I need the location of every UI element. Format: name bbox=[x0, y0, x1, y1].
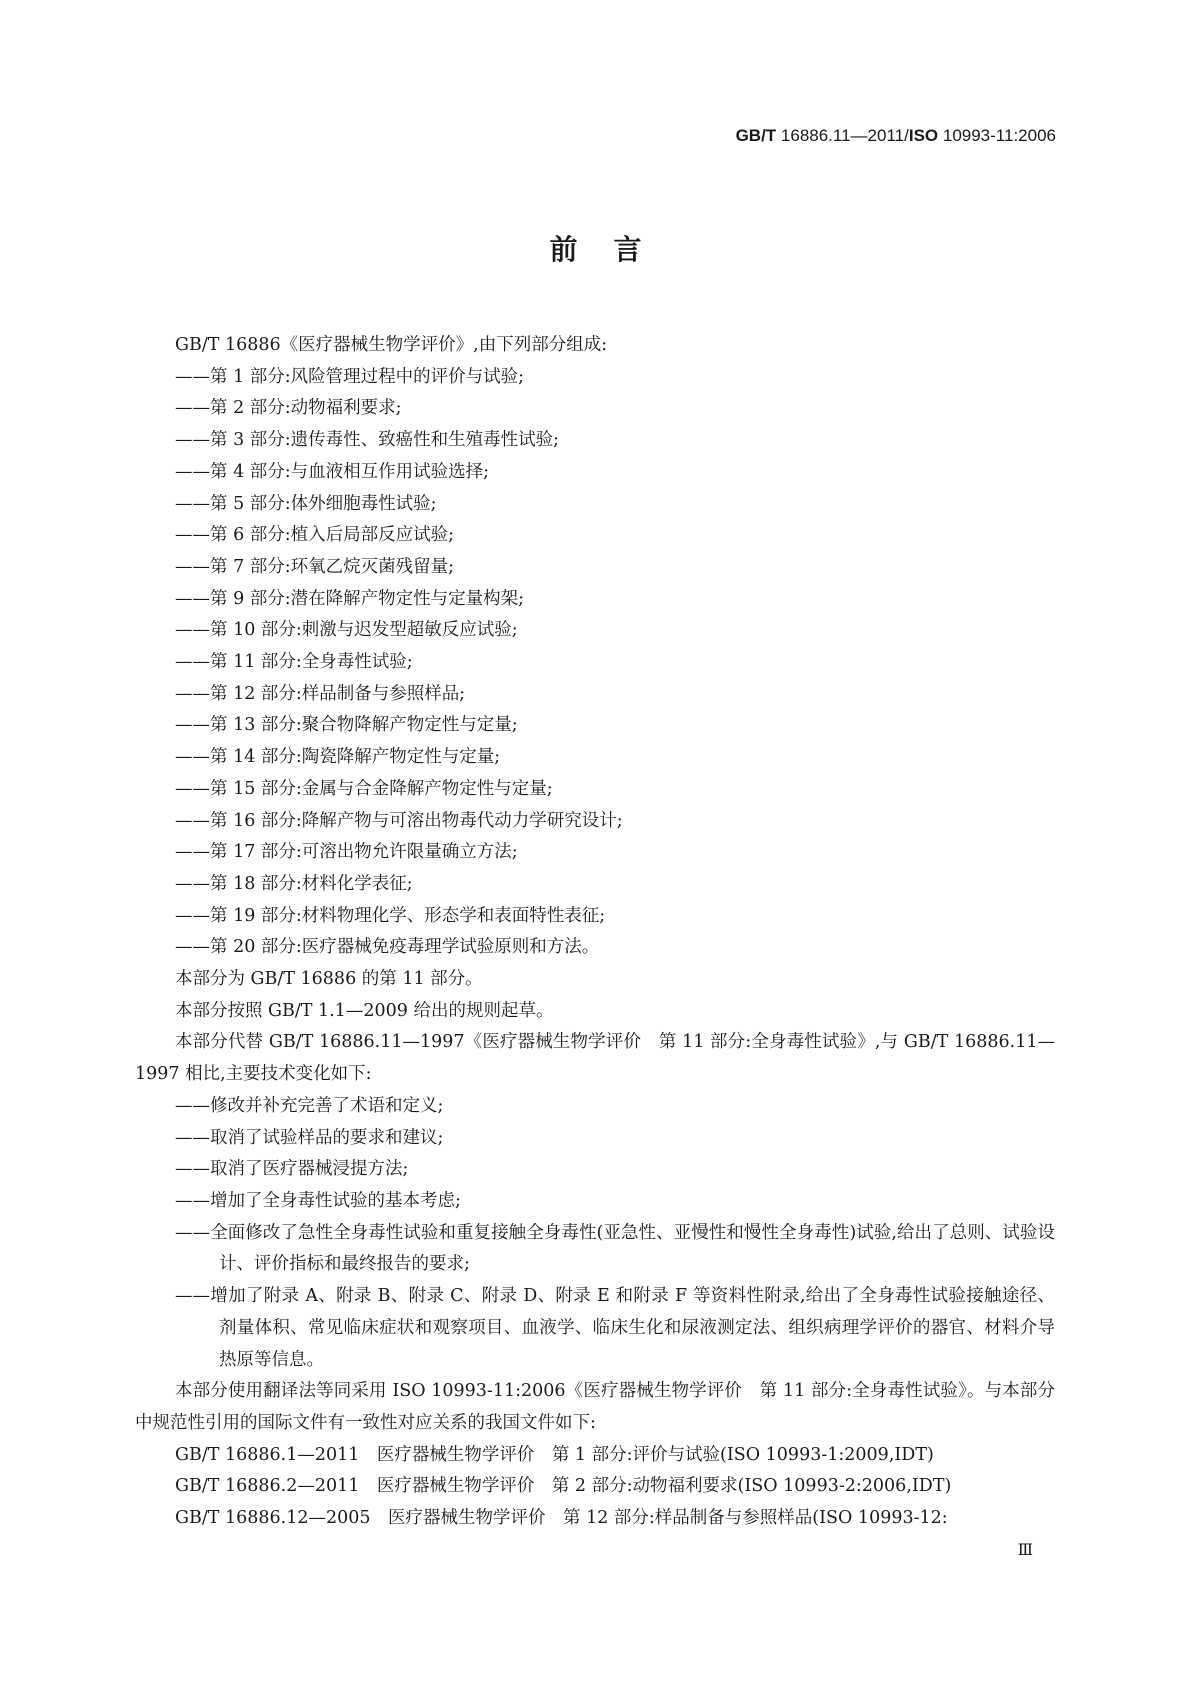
list-item: ——第 13 部分:聚合物降解产物定性与定量; bbox=[175, 715, 518, 736]
list-item: ——第 7 部分:环氧乙烷灭菌残留量; bbox=[175, 556, 455, 577]
list-item: ——修改并补充完善了术语和定义; bbox=[175, 1095, 444, 1116]
reference-item: GB/T 16886.2—2011 医疗器械生物学评价 第 2 部分:动物福利要求(ISO 10993-2:2006,IDT) bbox=[175, 1476, 952, 1497]
std-prefix: GB/T bbox=[735, 126, 777, 145]
list-item: ——第 4 部分:与血液相互作用试验选择; bbox=[175, 461, 490, 482]
parts-list bbox=[135, 362, 1055, 964]
drafting-paragraph: 本部分按照 GB/T 1.1—2009 给出的规则起草。 bbox=[175, 1000, 554, 1021]
list-item: ——第 5 部分:体外细胞毒性试验; bbox=[175, 493, 437, 514]
replaces-paragraph: 本部分代替 GB/T 16886.11—1997《医疗器械生物学评价 第 11 部分:全身毒性试验》,与 GB/T 16886.11—1997 相比,主要技术变化如下: bbox=[135, 1032, 1055, 1085]
list-item: ——取消了医疗器械浸提方法; bbox=[175, 1159, 409, 1180]
foreword-body bbox=[135, 330, 1055, 1535]
iso-number: 10993-11:2006 bbox=[938, 126, 1056, 145]
list-item: ——第 20 部分:医疗器械免疫毒理学试验原则和方法。 bbox=[175, 937, 600, 958]
list-item: ——增加了全身毒性试验的基本考虑; bbox=[175, 1190, 461, 1211]
list-item: ——第 17 部分:可溶出物允许限量确立方法; bbox=[175, 842, 518, 863]
reference-item: GB/T 16886.1—2011 医疗器械生物学评价 第 1 部分:评价与试验(ISO 10993-1:2009,IDT) bbox=[175, 1444, 934, 1465]
list-item: ——第 3 部分:遗传毒性、致癌性和生殖毒性试验; bbox=[175, 430, 560, 451]
reference-item: GB/T 16886.12—2005 医疗器械生物学评价 第 12 部分:样品制备与参照样品(ISO 10993-12: bbox=[175, 1508, 948, 1529]
list-item: ——第 19 部分:材料物理化学、形态学和表面特性表征; bbox=[175, 905, 606, 926]
part-of-paragraph: 本部分为 GB/T 16886 的第 11 部分。 bbox=[175, 969, 483, 990]
list-item: ——第 11 部分:全身毒性试验; bbox=[175, 652, 413, 673]
list-item: ——第 14 部分:陶瓷降解产物定性与定量; bbox=[175, 747, 501, 768]
translation-paragraph: 本部分使用翻译法等同采用 ISO 10993-11:2006《医疗器械生物学评价 第 11 部分:全身毒性试验》。与本部分中规范性引用的国际文件有一致性对应关系的我国文件如下: bbox=[135, 1381, 1055, 1433]
list-item: ——第 18 部分:材料化学表征; bbox=[175, 873, 413, 894]
list-item: ——第 15 部分:金属与合金降解产物定性与定量; bbox=[175, 778, 553, 799]
references-list bbox=[135, 1440, 1055, 1535]
list-item: ——第 9 部分:潜在降解产物定性与定量构架; bbox=[175, 588, 525, 609]
list-item: ——取消了试验样品的要求和建议; bbox=[175, 1127, 444, 1148]
list-item: ——第 16 部分:降解产物与可溶出物毒代动力学研究设计; bbox=[175, 810, 623, 831]
list-item: ——第 10 部分:刺激与迟发型超敏反应试验; bbox=[175, 620, 518, 641]
page-title: 前言 bbox=[549, 233, 678, 266]
std-number: 16886.11—2011/ bbox=[776, 126, 909, 145]
list-item: ——第 2 部分:动物福利要求; bbox=[175, 398, 402, 419]
intro-paragraph: GB/T 16886《医疗器械生物学评价》,由下列部分组成: bbox=[175, 335, 608, 355]
list-item: ——第 1 部分:风险管理过程中的评价与试验; bbox=[175, 366, 525, 387]
page-number: Ⅲ bbox=[1017, 1540, 1033, 1559]
standard-code-header bbox=[736, 126, 1056, 146]
list-item: ——第 12 部分:样品制备与参照样品; bbox=[175, 683, 466, 704]
list-item: ——全面修改了急性全身毒性试验和重复接触全身毒性(亚急性、亚慢性和慢性全身毒性)试验,给出了总则、试验设计、评价指标和最终报告的要求; bbox=[175, 1222, 1055, 1275]
list-item: ——第 6 部分:植入后局部反应试验; bbox=[175, 525, 455, 546]
iso-prefix: ISO bbox=[908, 126, 939, 145]
list-item: ——增加了附录 A、附录 B、附录 C、附录 D、附录 E 和附录 F 等资料性附录,给出了全身毒性试验接触途径、剂量体积、常见临床症状和观察项目、血液学、临床生化和尿液测定法、组织病理学评价的器官、材料介导热原等信息。 bbox=[175, 1286, 1055, 1370]
changes-list bbox=[135, 1091, 1055, 1376]
